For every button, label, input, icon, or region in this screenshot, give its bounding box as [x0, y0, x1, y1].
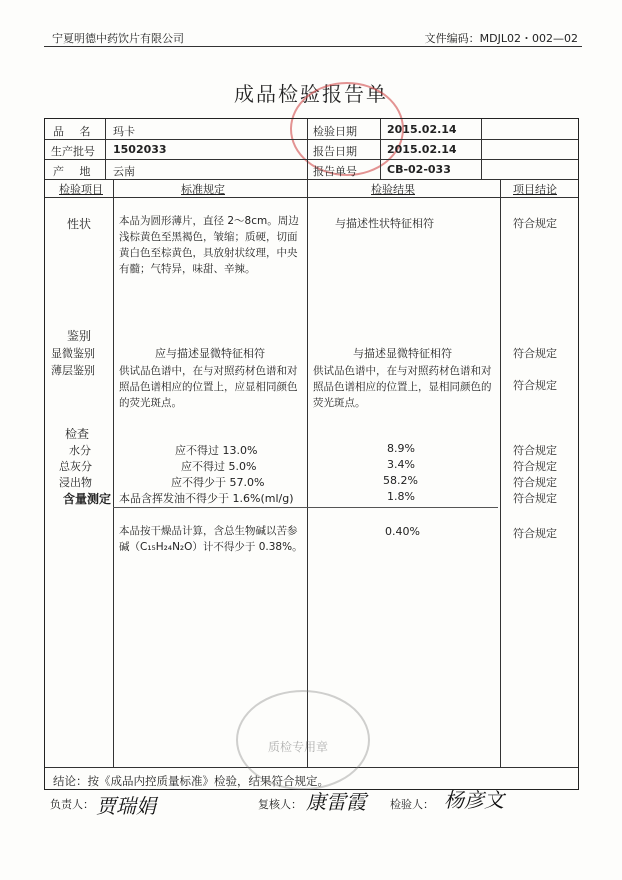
inspector-signature: 杨彦文	[444, 788, 504, 812]
report-table	[44, 118, 579, 790]
extract-label: 浸出物	[59, 476, 92, 489]
traits-result: 与描述性状特征相符	[335, 217, 434, 230]
micro-standard: 应与描述显微特征相符	[155, 347, 265, 360]
ash-conclusion: 符合规定	[513, 460, 557, 473]
extract-conclusion: 符合规定	[513, 476, 557, 489]
inspect-date-label: 检验日期	[313, 125, 357, 138]
traits-conclusion: 符合规定	[513, 217, 557, 230]
micro-conclusion: 符合规定	[513, 347, 557, 360]
assay-result: 1.8%	[387, 490, 415, 503]
reviewer-signature: 康雷霞	[306, 790, 366, 814]
report-no-label: 报告单号	[313, 165, 357, 178]
ash-result: 3.4%	[387, 458, 415, 471]
product-value: 玛卡	[113, 125, 135, 138]
row-divider	[45, 159, 578, 160]
col-header-result: 检验结果	[371, 183, 415, 196]
col-divider	[500, 179, 501, 767]
col-divider	[105, 119, 106, 179]
col-divider	[113, 179, 114, 767]
micro-label: 显微鉴别	[51, 347, 95, 360]
assay-standard: 本品含挥发油不得少于 1.6%(ml/g)	[119, 492, 294, 505]
tlc-conclusion: 符合规定	[513, 379, 557, 392]
header-divider	[44, 46, 582, 47]
product-label: 品 名	[53, 125, 97, 138]
batch-value: 1502033	[113, 143, 167, 156]
extract-result: 58.2%	[383, 474, 418, 487]
row-divider	[45, 197, 578, 198]
document-code: 文件编码：MDJL02・002—02	[424, 32, 578, 45]
alkaloid-conclusion: 符合规定	[513, 527, 557, 540]
origin-label: 产 地	[53, 165, 97, 178]
qc-seal-text: 质检专用章	[268, 740, 329, 754]
micro-result: 与描述显微特征相符	[353, 347, 452, 360]
col-divider	[307, 119, 308, 179]
assay-conclusion: 符合规定	[513, 492, 557, 505]
origin-value: 云南	[113, 165, 135, 178]
col-divider	[380, 119, 381, 179]
col-header-standard: 标准规定	[181, 183, 225, 196]
assay-divider	[113, 507, 498, 508]
report-date-value: 2015.02.14	[387, 143, 457, 156]
water-result: 8.9%	[387, 442, 415, 455]
check-label: 检查	[65, 427, 90, 441]
tlc-standard: 供试品色谱中，在与对照药材色谱和对照品色谱相应的位置上，应显相同颜色的荧光斑点。	[119, 365, 298, 409]
alkaloid-standard: 本品按干燥品计算，含总生物碱以苦参碱（C₁₅H₂₄N₂O）计不得少于 0.38%。	[119, 525, 303, 553]
reviewer-label: 复核人：	[258, 798, 302, 811]
row-divider	[45, 767, 578, 768]
extract-standard: 应不得少于 57.0%	[171, 476, 265, 489]
ash-label: 总灰分	[59, 460, 92, 473]
tlc-label: 薄层鉴别	[51, 364, 95, 377]
col-header-conclusion: 项目结论	[513, 183, 557, 196]
col-header-item: 检验项目	[59, 183, 103, 196]
traits-standard: 本品为圆形薄片，直径 2～8cm。周边浅棕黄色至黑褐色，皱缩；质硬，切面黄白色至棕黄色，具放射状纹理，中央有髓；气特异，味甜、辛辣。	[119, 215, 299, 275]
col-divider	[481, 119, 482, 179]
identify-label: 鉴别	[67, 329, 92, 343]
water-standard: 应不得过 13.0%	[175, 444, 258, 457]
inspect-date-value: 2015.02.14	[387, 123, 457, 136]
row-divider	[45, 139, 578, 140]
col-divider	[307, 179, 308, 767]
inspector-label: 检验人：	[390, 798, 434, 811]
alkaloid-result: 0.40%	[385, 525, 420, 538]
water-label: 水分	[69, 444, 91, 457]
report-title: 成品检验报告单	[234, 82, 388, 106]
responsible-label: 负责人：	[50, 798, 94, 811]
water-conclusion: 符合规定	[513, 444, 557, 457]
batch-label: 生产批号	[51, 145, 95, 158]
tlc-result: 供试品色谱中，在与对照药材色谱和对照品色谱相应的位置上，显相同颜色的荧光斑点。	[313, 365, 492, 409]
responsible-signature: 贾瑞娟	[96, 794, 156, 818]
ash-standard: 应不得过 5.0%	[181, 460, 257, 473]
traits-label: 性状	[67, 217, 92, 231]
assay-label: 含量测定	[63, 492, 112, 506]
company-name: 宁夏明德中药饮片有限公司	[52, 32, 184, 45]
row-divider	[45, 179, 578, 180]
report-no-value: CB-02-033	[387, 163, 451, 176]
conclusion-text: 结论：按《成品内控质量标准》检验，结果符合规定。	[53, 774, 329, 788]
report-date-label: 报告日期	[313, 145, 357, 158]
